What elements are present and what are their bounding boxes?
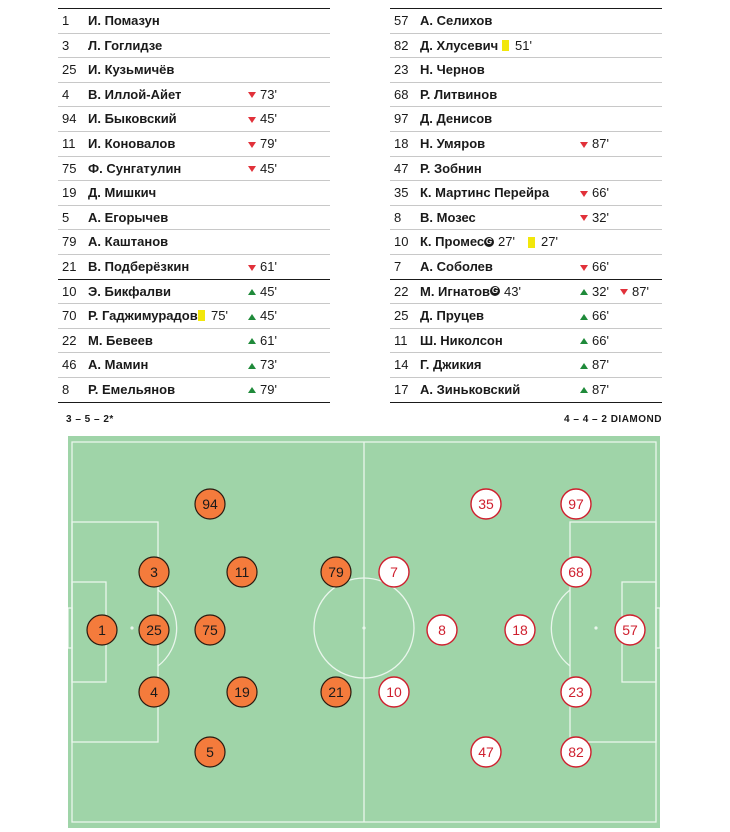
player-number: 3	[62, 37, 70, 53]
sub-in-icon	[580, 289, 588, 295]
player-number: 10	[62, 283, 77, 299]
home-marker-number: 75	[202, 622, 218, 638]
home-player-marker	[321, 677, 351, 707]
yellow-card: 51'	[502, 34, 532, 58]
away-marker-number: 8	[438, 622, 446, 638]
substitution-in: 79'	[248, 378, 277, 402]
player-name: Н. Умяров	[420, 135, 486, 151]
away-player-row	[390, 255, 662, 280]
center-spot	[362, 626, 365, 629]
sub-in-icon	[248, 338, 256, 344]
sub-out-icon	[248, 265, 256, 271]
sub-in-icon	[580, 387, 588, 393]
player-name: К. Промес	[420, 234, 485, 250]
yellow-card: 75'	[198, 304, 228, 328]
home-player-row	[58, 206, 330, 231]
home-player-row	[58, 132, 330, 157]
substitution-in: 66'	[580, 304, 609, 328]
away-player-marker	[561, 489, 591, 519]
home-marker-number: 4	[150, 684, 158, 700]
player-number: 70	[62, 308, 77, 324]
sub-in-icon	[580, 314, 588, 320]
substitution-in: 61'	[248, 329, 277, 353]
substitution-in: 87'	[580, 353, 609, 377]
player-number: 8	[394, 209, 402, 225]
home-sub-row	[58, 280, 330, 305]
home-player-row	[58, 34, 330, 59]
substitution-out: 61'	[248, 255, 277, 279]
sub-in-icon	[248, 314, 256, 320]
sub-out-icon	[580, 265, 588, 271]
away-player-row	[390, 34, 662, 59]
player-number: 82	[394, 37, 409, 53]
away-marker-number: 47	[478, 744, 494, 760]
player-number: 22	[62, 332, 77, 348]
away-player-marker	[561, 737, 591, 767]
away-player-row	[390, 181, 662, 206]
player-name: Ш. Николсон	[420, 332, 503, 348]
player-name: Э. Бикфалви	[88, 283, 171, 299]
home-marker-number: 19	[234, 684, 250, 700]
away-player-row	[390, 9, 662, 34]
away-player-marker	[471, 737, 501, 767]
player-name: Д. Хлусевич	[420, 37, 499, 53]
sub-out-icon	[580, 215, 588, 221]
player-number: 46	[62, 357, 77, 373]
yellow-card-icon	[528, 237, 535, 248]
substitution-in: 45'	[248, 280, 277, 304]
sub-in-icon	[580, 363, 588, 369]
player-number: 47	[394, 160, 409, 176]
substitution-out: 45'	[248, 157, 277, 181]
home-sub-row	[58, 329, 330, 354]
home-marker-number: 25	[146, 622, 162, 638]
substitution-out: 66'	[580, 255, 609, 279]
sub-in-icon	[248, 387, 256, 393]
player-number: 4	[62, 86, 70, 102]
player-number: 79	[62, 234, 77, 250]
player-name: В. Подберёзкин	[88, 258, 190, 274]
sub-in-icon	[248, 363, 256, 369]
sub-out-icon	[580, 191, 588, 197]
away-sub-row	[390, 353, 662, 378]
player-number: 18	[394, 135, 409, 151]
player-number: 5	[62, 209, 70, 225]
player-number: 57	[394, 13, 409, 28]
away-lineup	[390, 8, 662, 403]
player-number: 10	[394, 234, 409, 250]
home-sub-row	[58, 353, 330, 378]
player-name: А. Егорычев	[88, 209, 169, 225]
substitution-in: 45'	[248, 304, 277, 328]
player-name: Л. Гоглидзе	[88, 37, 163, 53]
home-player-row	[58, 83, 330, 108]
substitution-out: 87'	[620, 280, 649, 304]
left-penalty-spot	[130, 626, 133, 629]
home-sub-row	[58, 378, 330, 403]
yellow-card: 27'	[528, 230, 558, 254]
home-player-row	[58, 157, 330, 182]
home-marker-number: 5	[206, 744, 214, 760]
substitution-in: 32'	[580, 280, 609, 304]
player-number: 11	[62, 135, 76, 151]
yellow-card-icon	[502, 40, 509, 51]
home-player-marker	[227, 677, 257, 707]
away-marker-number: 68	[568, 564, 584, 580]
away-marker-number: 57	[622, 622, 638, 638]
player-name: Ф. Сунгатулин	[88, 160, 182, 176]
sub-out-icon	[248, 142, 256, 148]
substitution-out: 45'	[248, 107, 277, 131]
player-name: М. Бевеев	[88, 332, 153, 348]
player-number: 75	[62, 160, 77, 176]
player-name: И. Быковский	[88, 111, 177, 127]
goal: G 43'	[491, 283, 521, 299]
player-name: А. Каштанов	[88, 234, 169, 250]
away-player-row	[390, 107, 662, 132]
substitution-in: 87'	[580, 378, 609, 402]
away-sub-row	[390, 280, 662, 305]
home-player-marker	[227, 557, 257, 587]
player-name: И. Коновалов	[88, 135, 176, 151]
away-marker-number: 82	[568, 744, 584, 760]
away-marker-number: 97	[568, 496, 584, 512]
player-number: 19	[62, 185, 77, 201]
home-sub-row	[58, 304, 330, 329]
away-player-marker	[561, 677, 591, 707]
home-player-row	[58, 58, 330, 83]
sub-in-icon	[248, 289, 256, 295]
player-name: Д. Денисов	[420, 111, 493, 127]
player-name: И. Помазун	[88, 13, 160, 28]
home-lineup	[58, 8, 330, 403]
player-number: 7	[394, 258, 402, 274]
away-player-row	[390, 206, 662, 231]
away-formation: 4 – 4 – 2 DIAMOND	[564, 414, 662, 425]
substitution-out: 73'	[248, 83, 277, 107]
player-number: 22	[394, 283, 409, 299]
home-player-row	[58, 9, 330, 34]
football-pitch	[68, 436, 660, 828]
home-player-marker	[321, 557, 351, 587]
player-number: 17	[394, 381, 409, 397]
home-marker-number: 79	[328, 564, 344, 580]
player-number: 14	[394, 357, 409, 373]
home-player-row	[58, 107, 330, 132]
sub-out-icon	[248, 92, 256, 98]
goal-ball-icon: G	[485, 237, 493, 247]
player-name: А. Селихов	[420, 13, 493, 28]
home-player-marker	[139, 677, 169, 707]
substitution-out: 87'	[580, 132, 609, 156]
away-player-row	[390, 132, 662, 157]
player-name: А. Мамин	[88, 357, 149, 373]
player-name: И. Кузьмичёв	[88, 62, 175, 78]
substitution-in: 66'	[580, 329, 609, 353]
sub-out-icon	[248, 117, 256, 123]
goal-ball-icon: G	[491, 286, 499, 296]
player-name: А. Зиньковский	[420, 381, 521, 397]
away-player-row	[390, 230, 662, 255]
player-name: Г. Джикия	[420, 357, 482, 373]
home-player-row	[58, 181, 330, 206]
home-marker-number: 94	[202, 496, 218, 512]
away-marker-number: 7	[390, 564, 398, 580]
away-sub-row	[390, 329, 662, 354]
right-penalty-spot	[594, 626, 597, 629]
player-name: К. Мартинс Перейра	[420, 185, 550, 201]
away-player-row	[390, 157, 662, 182]
away-player-marker	[379, 677, 409, 707]
away-player-row	[390, 58, 662, 83]
player-name: Р. Емельянов	[88, 381, 176, 397]
home-player-marker	[87, 615, 117, 645]
player-name: М. Игнатов	[420, 283, 491, 299]
sub-out-icon	[620, 289, 628, 295]
player-name: В. Мозес	[420, 209, 476, 225]
away-player-marker	[615, 615, 645, 645]
player-name: Н. Чернов	[420, 62, 485, 78]
player-name: А. Соболев	[420, 258, 493, 274]
sub-out-icon	[248, 166, 256, 172]
substitution-out: 32'	[580, 206, 609, 230]
player-number: 23	[394, 62, 409, 78]
away-player-marker	[561, 557, 591, 587]
player-number: 97	[394, 111, 409, 127]
away-marker-number: 18	[512, 622, 528, 638]
player-number: 94	[62, 111, 77, 127]
home-marker-number: 11	[234, 564, 250, 580]
player-name: Р. Литвинов	[420, 86, 498, 102]
player-name: В. Иллой-Айет	[88, 86, 182, 102]
goal: G 27'	[485, 234, 515, 250]
player-number: 11	[394, 332, 408, 348]
home-player-marker	[139, 557, 169, 587]
player-number: 8	[62, 381, 70, 397]
home-marker-number: 1	[98, 622, 106, 638]
home-player-marker	[139, 615, 169, 645]
home-player-marker	[195, 737, 225, 767]
away-marker-number: 23	[568, 684, 584, 700]
away-marker-number: 10	[386, 684, 402, 700]
player-number: 25	[394, 308, 409, 324]
player-name: Д. Пруцев	[420, 308, 485, 324]
away-player-marker	[427, 615, 457, 645]
substitution-out: 66'	[580, 181, 609, 205]
player-number: 35	[394, 185, 409, 201]
away-sub-row	[390, 378, 662, 403]
player-number: 68	[394, 86, 409, 102]
substitution-out: 79'	[248, 132, 277, 156]
sub-out-icon	[580, 142, 588, 148]
player-name: Д. Мишкич	[88, 185, 157, 201]
away-player-row	[390, 83, 662, 108]
home-formation: 3 – 5 – 2*	[66, 414, 114, 425]
home-marker-number: 21	[328, 684, 344, 700]
substitution-in: 73'	[248, 353, 277, 377]
home-player-row	[58, 230, 330, 255]
home-player-marker	[195, 615, 225, 645]
home-player-row	[58, 255, 330, 280]
yellow-card-icon	[198, 310, 205, 321]
away-player-marker	[505, 615, 535, 645]
away-player-marker	[471, 489, 501, 519]
player-name: Р. Гаджимурадов	[88, 308, 198, 324]
home-marker-number: 3	[150, 564, 158, 580]
player-number: 25	[62, 62, 77, 78]
sub-in-icon	[580, 338, 588, 344]
away-marker-number: 35	[478, 496, 494, 512]
away-sub-row	[390, 304, 662, 329]
player-name: Р. Зобнин	[420, 160, 482, 176]
away-player-marker	[379, 557, 409, 587]
player-number: 21	[62, 258, 77, 274]
home-player-marker	[195, 489, 225, 519]
player-number: 1	[62, 13, 70, 28]
